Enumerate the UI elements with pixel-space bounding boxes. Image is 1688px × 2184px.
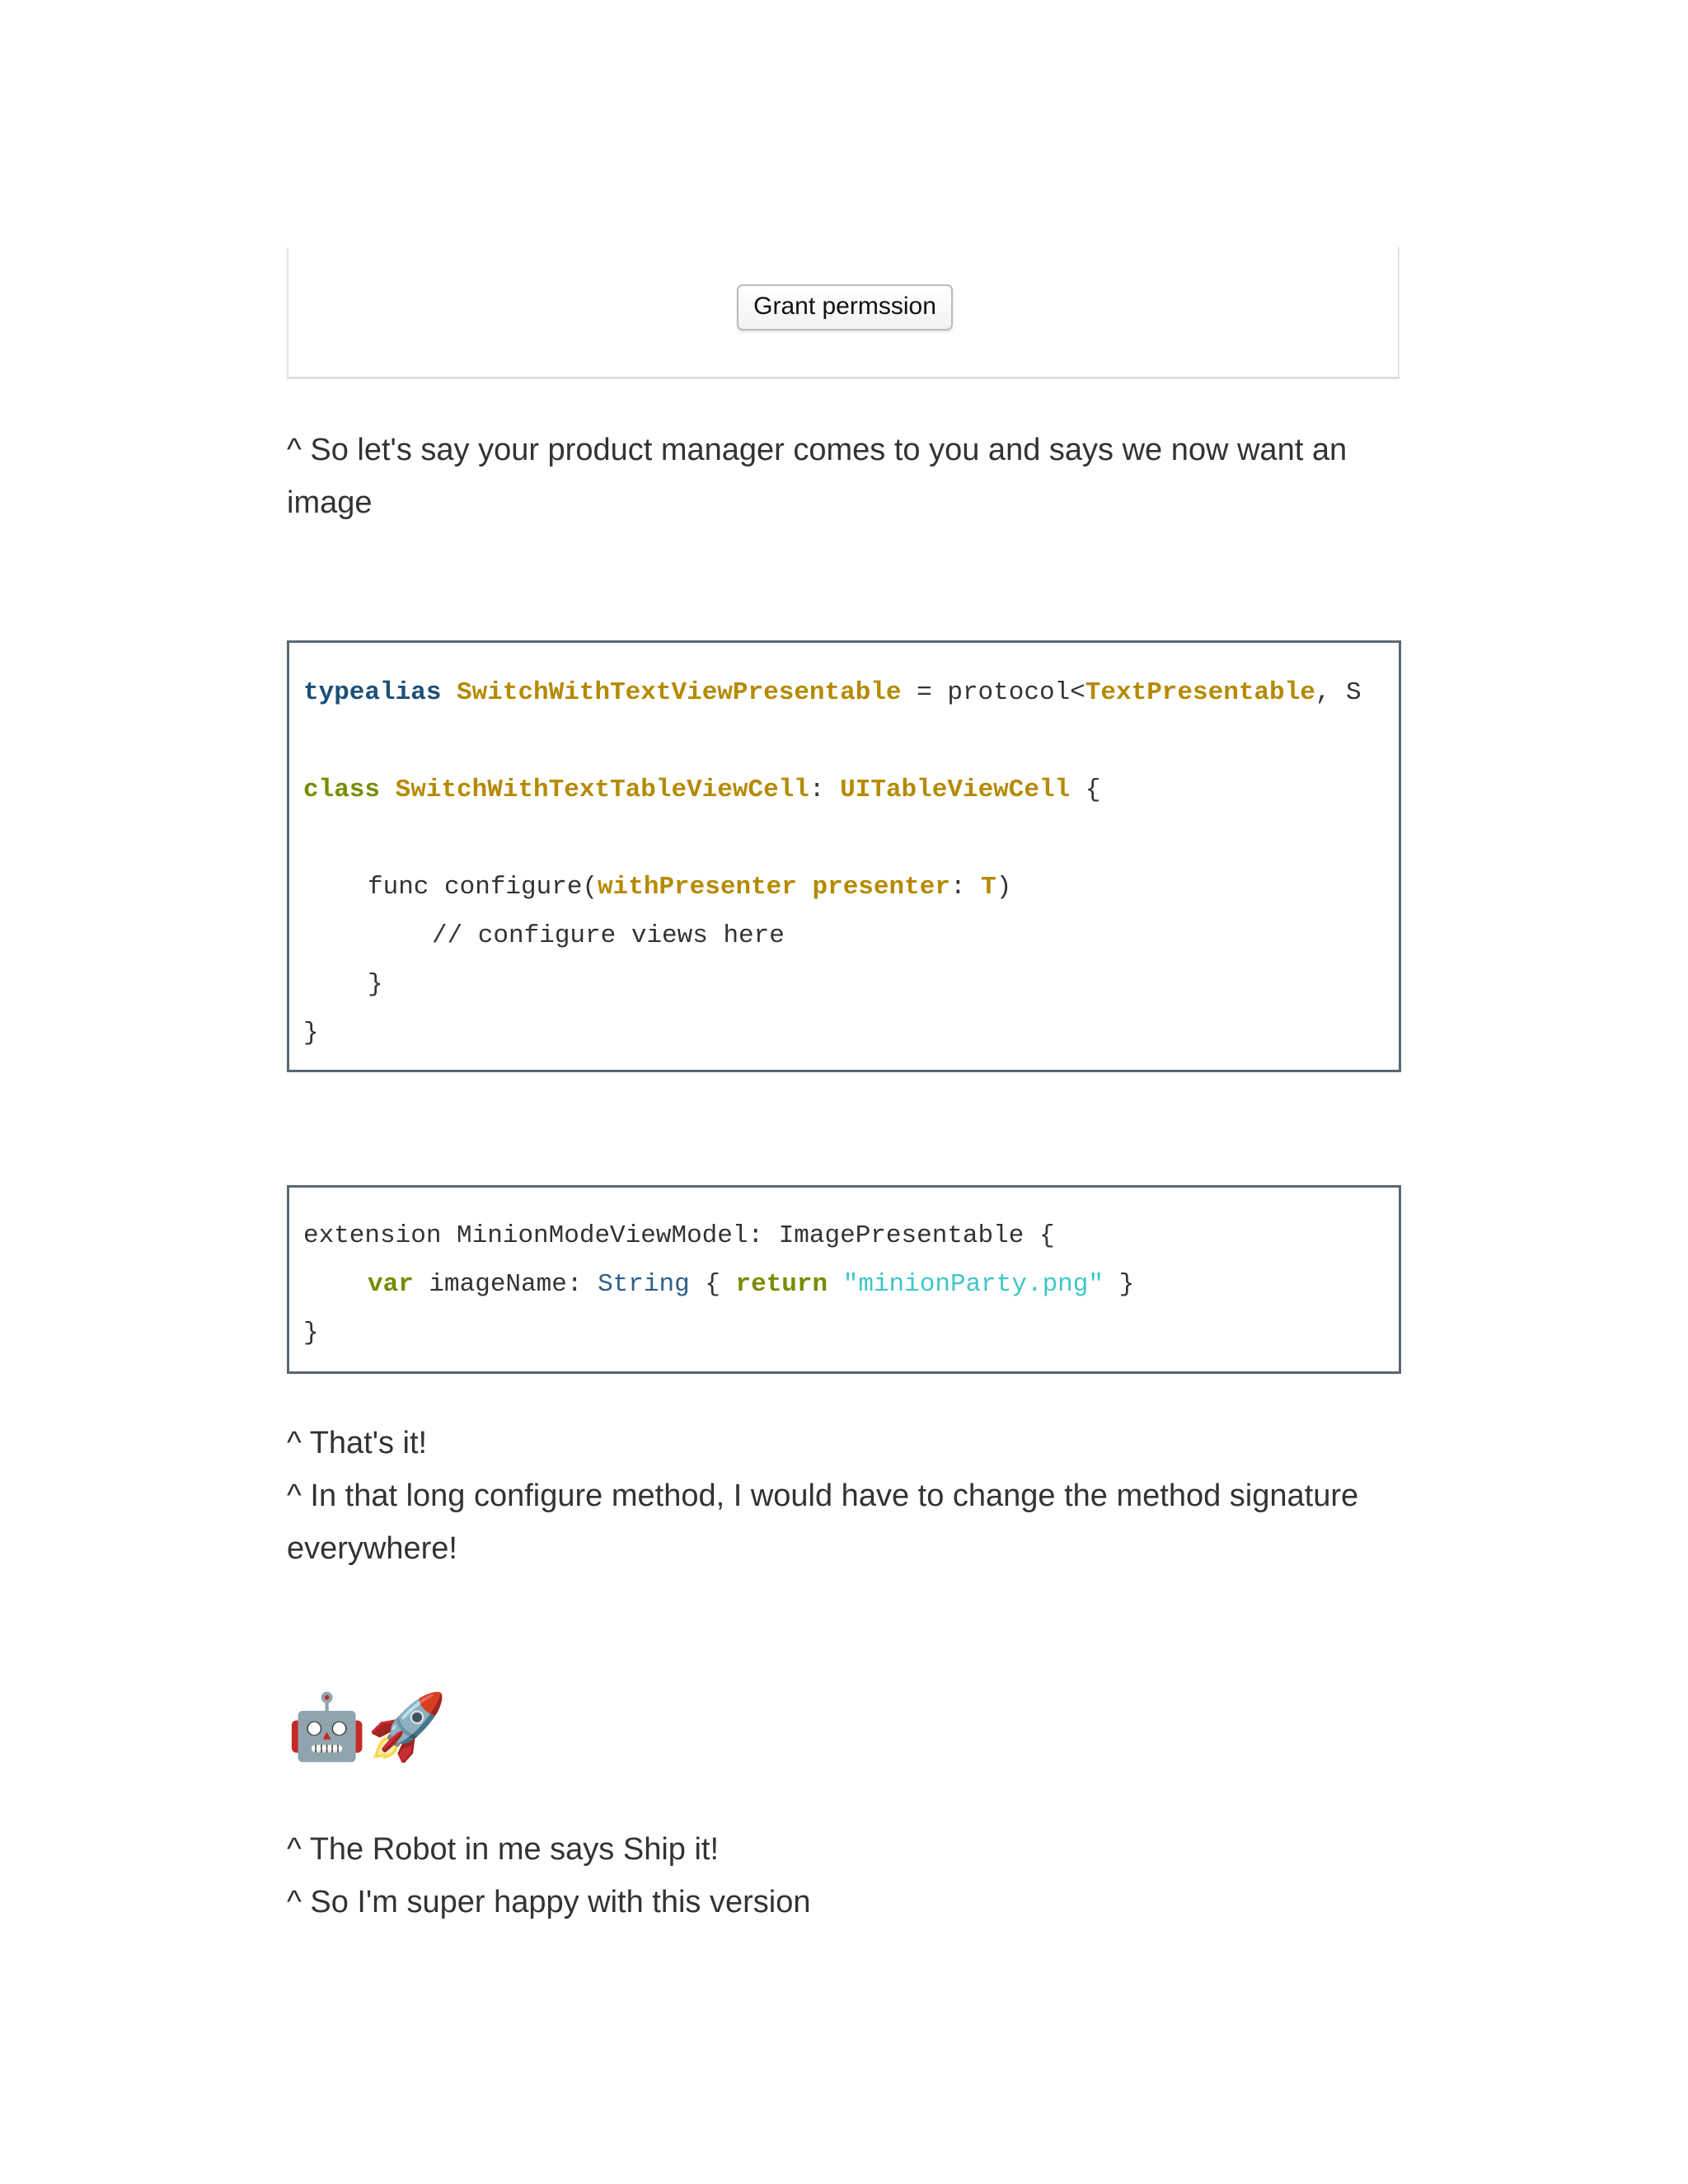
code-keyword: var — [368, 1270, 414, 1299]
robot-icon: 🤖 — [287, 1690, 368, 1763]
code-text: : — [950, 873, 982, 902]
code-param-name: presenter — [812, 873, 950, 902]
code-text: , S — [1315, 678, 1362, 707]
code-text: func configure( — [368, 873, 598, 902]
code-identifier: SwitchWithTextViewPresentable — [457, 678, 902, 707]
code-line: } — [303, 1019, 319, 1047]
code-comment: // configure views here — [432, 921, 785, 950]
code-text: = protocol< — [901, 678, 1085, 707]
code-text: { — [1070, 776, 1101, 804]
rocket-icon: 🚀 — [367, 1690, 448, 1763]
intro-line-1: ^ So let's say your product manager comes to you and says we now want an — [287, 433, 1348, 467]
code-string: "minionParty.png" — [842, 1270, 1104, 1299]
intro-paragraph — [287, 424, 1401, 529]
code-text: imageName: — [413, 1270, 598, 1299]
code-text: : — [809, 776, 841, 804]
code-text: { — [689, 1270, 736, 1299]
code-keyword: class — [303, 776, 381, 804]
intro-line-2: image — [287, 485, 373, 520]
note-line: ^ In that long configure method, I would have to change the method signature — [287, 1479, 1359, 1513]
code-line — [303, 677, 1362, 710]
code-keyword: return — [735, 1270, 828, 1299]
code-line: } — [303, 1319, 319, 1347]
code-line: extension MinionModeViewModel: ImagePresentable { — [303, 1221, 1055, 1250]
note-line: ^ The Robot in me says Ship it! — [287, 1832, 720, 1867]
code-type: TextPresentable — [1085, 678, 1315, 707]
code-type: UITableViewCell — [840, 776, 1071, 804]
notes-paragraph-2 — [287, 1823, 1401, 1929]
code-block-extension — [287, 1185, 1401, 1374]
code-line — [368, 871, 1011, 904]
code-identifier: SwitchWithTextTableViewCell — [395, 776, 809, 804]
code-line: } — [368, 970, 383, 999]
code-line — [303, 774, 1100, 807]
code-text: ) — [996, 873, 1012, 902]
code-keyword: typealias — [303, 678, 442, 707]
grant-permission-button[interactable]: Grant permssion — [737, 284, 953, 330]
note-line: ^ That's it! — [287, 1426, 428, 1460]
code-param-label: withPresenter — [598, 873, 797, 902]
code-block-typealias — [287, 640, 1401, 1072]
code-line — [368, 1268, 1134, 1301]
notes-paragraph-1 — [287, 1417, 1401, 1575]
emoji-row — [287, 1690, 447, 1764]
demo-preview-box — [287, 247, 1400, 379]
code-type: T — [981, 873, 996, 902]
code-text: } — [1104, 1270, 1135, 1299]
note-line: ^ So I'm super happy with this version — [287, 1885, 811, 1919]
code-type: String — [598, 1270, 690, 1299]
note-line: everywhere! — [287, 1531, 457, 1566]
